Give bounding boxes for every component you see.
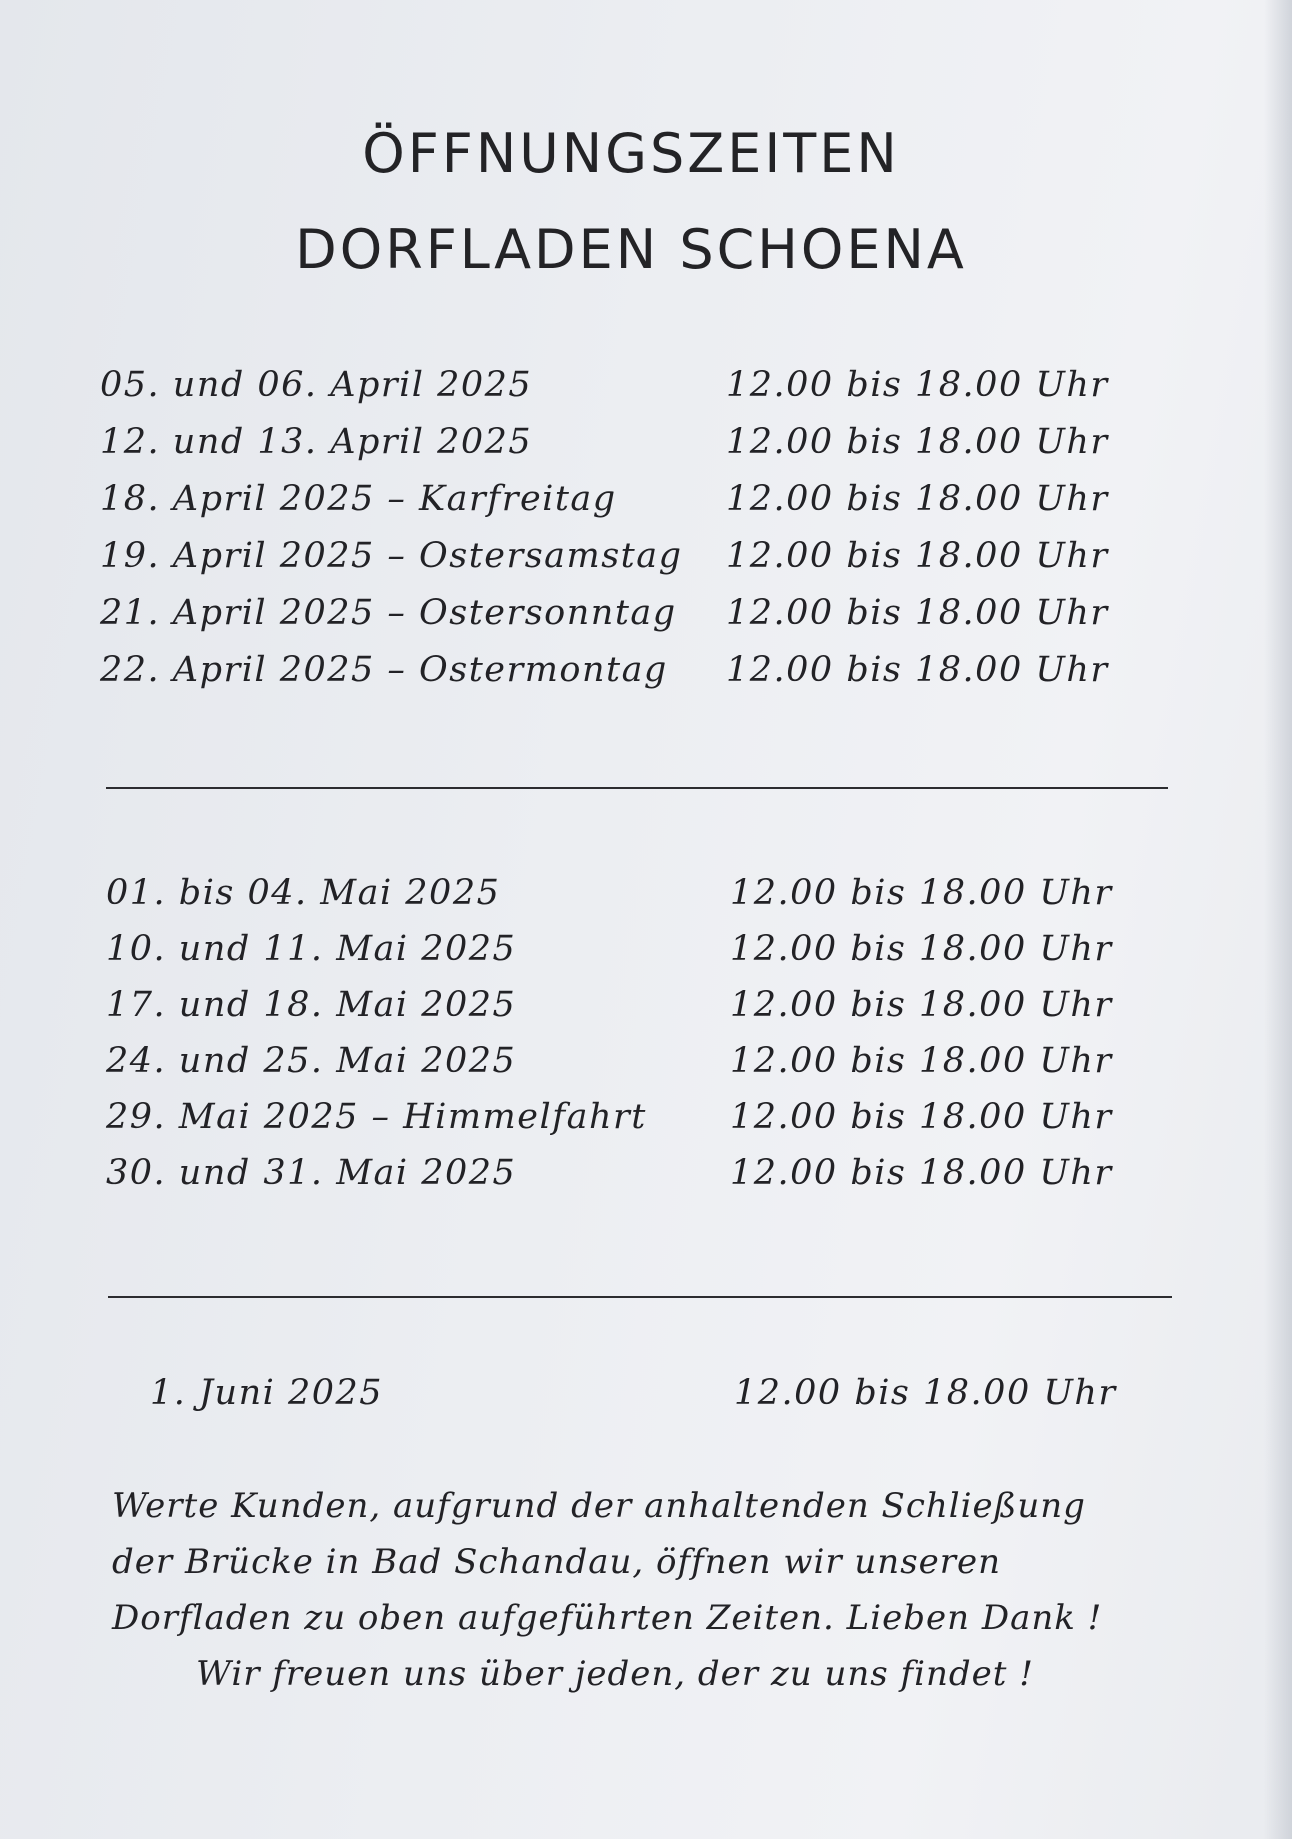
title-line-2: DORFLADEN SCHOENA (295, 218, 967, 281)
schedule-row (100, 593, 1140, 643)
schedule-row (106, 873, 1146, 923)
schedule-date: 18. April 2025 – Karfreitag (100, 479, 617, 519)
note-line: der Brücke in Bad Schandau, öffnen wir unseren (112, 1542, 1002, 1582)
schedule-date: 19. April 2025 – Ostersamstag (100, 536, 683, 576)
schedule-time: 12.00 bis 18.00 Uhr (730, 1097, 1113, 1137)
schedule-time: 12.00 bis 18.00 Uhr (734, 1373, 1117, 1413)
schedule-row (150, 1373, 1150, 1423)
section-divider (108, 1296, 1172, 1298)
note-line: Dorfladen zu oben aufgeführten Zeiten. Lieben Dank ! (112, 1598, 1103, 1638)
schedule-row (106, 1041, 1146, 1091)
section-divider (106, 787, 1168, 789)
schedule-row (100, 536, 1140, 586)
schedule-time: 12.00 bis 18.00 Uhr (730, 1041, 1113, 1081)
schedule-time: 12.00 bis 18.00 Uhr (730, 985, 1113, 1025)
schedule-date: 12. und 13. April 2025 (100, 422, 533, 462)
schedule-row (100, 650, 1140, 700)
schedule-time: 12.00 bis 18.00 Uhr (730, 929, 1113, 969)
schedule-time: 12.00 bis 18.00 Uhr (726, 536, 1109, 576)
title-line-1: ÖFFNUNGSZEITEN (362, 122, 900, 185)
schedule-date: 05. und 06. April 2025 (100, 365, 533, 405)
schedule-date: 1. Juni 2025 (150, 1373, 384, 1413)
schedule-time: 12.00 bis 18.00 Uhr (726, 650, 1109, 690)
schedule-row (106, 929, 1146, 979)
schedule-time: 12.00 bis 18.00 Uhr (726, 593, 1109, 633)
note-line: Werte Kunden, aufgrund der anhaltenden Schließung (112, 1486, 1086, 1526)
schedule-time: 12.00 bis 18.00 Uhr (726, 422, 1109, 462)
schedule-time: 12.00 bis 18.00 Uhr (726, 479, 1109, 519)
schedule-time: 12.00 bis 18.00 Uhr (730, 873, 1113, 913)
schedule-date: 10. und 11. Mai 2025 (106, 929, 517, 969)
schedule-time: 12.00 bis 18.00 Uhr (730, 1153, 1113, 1193)
schedule-date: 21. April 2025 – Ostersonntag (100, 593, 677, 633)
schedule-date: 17. und 18. Mai 2025 (106, 985, 517, 1025)
schedule-date: 22. April 2025 – Ostermontag (100, 650, 668, 690)
schedule-row (106, 1097, 1146, 1147)
schedule-row (106, 1153, 1146, 1203)
schedule-date: 29. Mai 2025 – Himmelfahrt (106, 1097, 647, 1137)
schedule-time: 12.00 bis 18.00 Uhr (726, 365, 1109, 405)
schedule-row (100, 365, 1140, 415)
schedule-row (106, 985, 1146, 1035)
schedule-date: 01. bis 04. Mai 2025 (106, 873, 501, 913)
schedule-date: 30. und 31. Mai 2025 (106, 1153, 517, 1193)
schedule-row (100, 479, 1140, 529)
schedule-date: 24. und 25. Mai 2025 (106, 1041, 517, 1081)
note-line: Wir freuen uns über jeden, der zu uns findet ! (196, 1654, 1034, 1694)
schedule-row (100, 422, 1140, 472)
